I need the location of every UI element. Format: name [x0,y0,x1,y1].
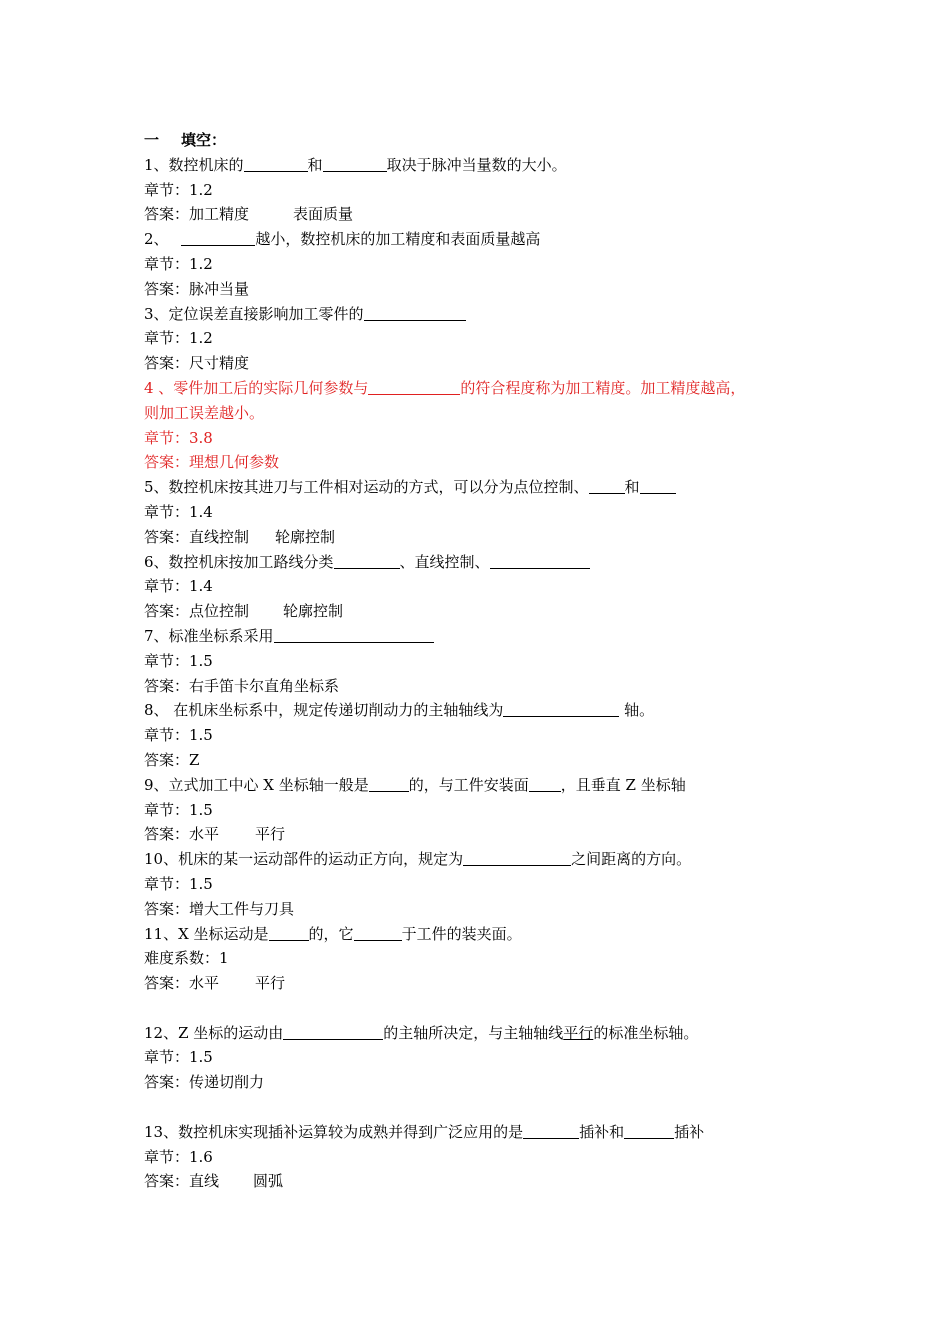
answer-13: 答案：直线 圆弧 [144,1172,284,1191]
question-13: 13、数控机床实现插补运算较为成熟并得到广泛应用的是 插补和 插补 [144,1122,705,1141]
question-2: 2、 越小，数控机床的加工精度和表面质量越高 [144,230,541,249]
question-3: 3、定位误差直接影响加工零件的 [144,302,824,327]
answer-5: 答案：直线控制 轮廓控制 [144,527,336,546]
question-1: 1、数控机床的 和 取决于脉冲当量数的大小。 [144,155,567,174]
chapter-3: 章节：1.2 [144,329,213,348]
answer-blank [283,1023,383,1040]
answer-blank [624,1122,674,1139]
answer-blank [244,155,308,172]
answer-2: 答案：脉冲当量 [144,279,250,298]
difficulty-11: 难度系数：1 [144,949,229,968]
chapter-7: 章节：1.5 [144,651,213,670]
answer-blank [640,477,676,494]
answer-8: 答案：Z [144,750,200,769]
chapter-10: 章节：1.5 [144,874,213,893]
answer-blank [181,229,255,246]
answer-blank [269,924,309,941]
question-6: 6、数控机床按加工路线分类 、直线控制、 [144,550,824,575]
answer-blank [589,477,625,494]
question-5: 5、数控机床按其进刀与工件相对运动的方式，可以分为点位控制、 和 [144,475,824,500]
answer-blank [463,849,571,866]
answer-blank [369,775,409,792]
answer-1: 答案：加工精度 表面质量 [144,205,354,224]
chapter-8: 章节：1.5 [144,726,213,745]
chapter-5: 章节：1.4 [144,502,213,521]
answer-3: 答案：尺寸精度 [144,354,250,373]
answer-blank [274,626,434,643]
answer-blank [529,775,561,792]
answer-blank [368,378,460,395]
answer-blank [364,304,466,321]
section-title: 填空： [181,131,227,149]
answer-blank [354,924,402,941]
document-page [144,128,824,1194]
chapter-6: 章节：1.4 [144,577,213,596]
answer-9: 答案：水平 平行 [144,825,286,844]
question-9: 9、立式加工中心 X 坐标轴一般是 的，与工件安装面 ，且垂直 Z 坐标轴 [144,775,686,794]
question-11: 11、X 坐标运动是 的，它 于工件的装夹面。 [144,924,522,943]
chapter-12: 章节：1.5 [144,1048,213,1067]
chapter-1: 章节：1.2 [144,180,213,199]
chapter-9: 章节：1.5 [144,800,213,819]
question-12: 12、Z 坐标的运动由 的主轴所决定，与主轴轴线平行的标准坐标轴。 [144,1023,699,1042]
question-7: 7、标准坐标系采用 [144,624,824,649]
question-4: 4 、零件加工后的实际几何参数与 的符合程度称为加工精度。加工精度越高， [144,378,746,397]
answer-7: 答案：右手笛卡尔直角坐标系 [144,676,340,695]
answer-6: 答案：点位控制 轮廓控制 [144,602,344,621]
answer-11: 答案：水平 平行 [144,974,286,993]
answer-12: 答案：传递切削力 [144,1073,265,1092]
section-heading [144,128,824,153]
answer-blank [503,700,619,717]
question-4-cont: 则加工误差越小。 [144,403,265,422]
section-number: 一 [144,131,160,149]
question-8: 8、 在机床坐标系中，规定传递切削动力的主轴轴线为 轴。 [144,701,655,720]
question-10: 10、机床的某一运动部件的运动正方向，规定为 之间距离的方向。 [144,850,692,869]
answer-blank [490,552,590,569]
answer-blank [334,552,400,569]
chapter-4: 章节：3.8 [144,428,213,447]
answer-10: 答案：增大工件与刀具 [144,899,295,918]
chapter-2: 章节：1.2 [144,254,213,273]
chapter-13: 章节：1.6 [144,1147,213,1166]
answer-blank [323,155,387,172]
answer-4: 答案：理想几何参数 [144,453,280,472]
answer-blank [523,1122,579,1139]
